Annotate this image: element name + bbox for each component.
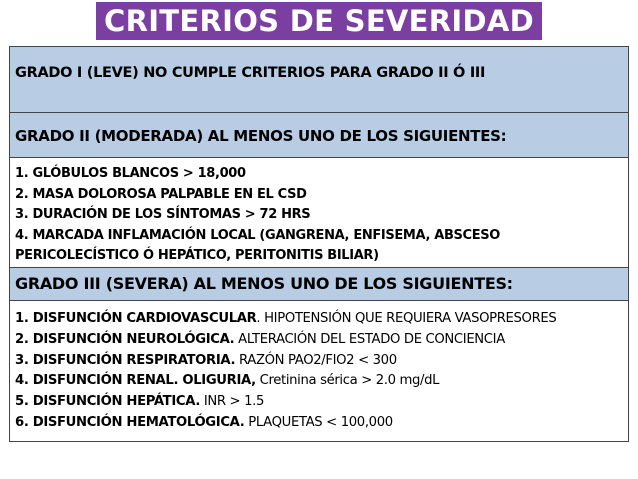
grade-3-item <box>15 330 628 351</box>
grade-3-item <box>15 351 628 372</box>
criterion-detail: PLAQUETAS < 100,000 <box>244 414 393 430</box>
criterion-detail: Cretinina sérica > 2.0 mg/dL <box>255 373 440 389</box>
grade-2-item: 2. MASA DOLOROSA PALPABLE EN EL CSD <box>15 186 307 202</box>
grade-2-item: PERICOLECÍSTICO Ó HEPÁTICO, PERITONITIS BILIAR) <box>15 248 379 263</box>
grade-2-item: 1. GLÓBULOS BLANCOS > 18,000 <box>15 166 246 181</box>
grade-2-item: 3. DURACIÓN DE LOS SÍNTOMAS > 72 HRS <box>15 207 311 222</box>
grade-3-header: GRADO III (SEVERA) AL MENOS UNO DE LOS SIGUIENTES: <box>15 274 513 293</box>
criterion-detail: ALTERACIÓN DEL ESTADO DE CONCIENCIA <box>234 331 505 347</box>
severity-table <box>9 46 629 442</box>
grade-3-item <box>15 371 628 392</box>
grade-3-item <box>15 413 628 434</box>
grade-2-header: GRADO II (MODERADA) AL MENOS UNO DE LOS SIGUIENTES: <box>15 127 507 145</box>
criterion-name: 4. DISFUNCIÓN RENAL. OLIGURIA, <box>15 373 256 389</box>
grade-2-header-row <box>10 113 628 158</box>
criterion-detail: . HIPOTENSIÓN QUE REQUIERA VASOPRESORES <box>256 311 557 326</box>
grade-3-header-row <box>10 268 628 301</box>
grade-3-criteria-row <box>10 301 628 441</box>
grade-1-row <box>10 47 628 113</box>
grade-2-item: 4. MARCADA INFLAMACIÓN LOCAL (GANGRENA, ENFISEMA, ABSCESO <box>15 227 500 243</box>
grade-3-item <box>15 392 628 413</box>
criterion-name: 1. DISFUNCIÓN CARDIOVASCULAR <box>15 311 257 326</box>
criterion-detail: INR > 1.5 <box>199 394 264 410</box>
grade-3-item <box>15 309 628 330</box>
slide-title: CRITERIOS DE SEVERIDAD <box>96 2 542 40</box>
criterion-name: 5. DISFUNCIÓN HEPÁTICA. <box>15 394 200 410</box>
criterion-name: 6. DISFUNCIÓN HEMATOLÓGICA. <box>15 414 245 430</box>
grade-2-criteria-row <box>10 158 628 268</box>
criterion-name: 2. DISFUNCIÓN NEUROLÓGICA. <box>15 331 235 347</box>
criterion-name: 3. DISFUNCIÓN RESPIRATORIA. <box>15 352 236 368</box>
criterion-detail: RAZÓN PAO2/FIO2 < 300 <box>235 352 397 368</box>
grade-1-text: GRADO I (LEVE) NO CUMPLE CRITERIOS PARA GRADO II Ó III <box>15 65 486 81</box>
